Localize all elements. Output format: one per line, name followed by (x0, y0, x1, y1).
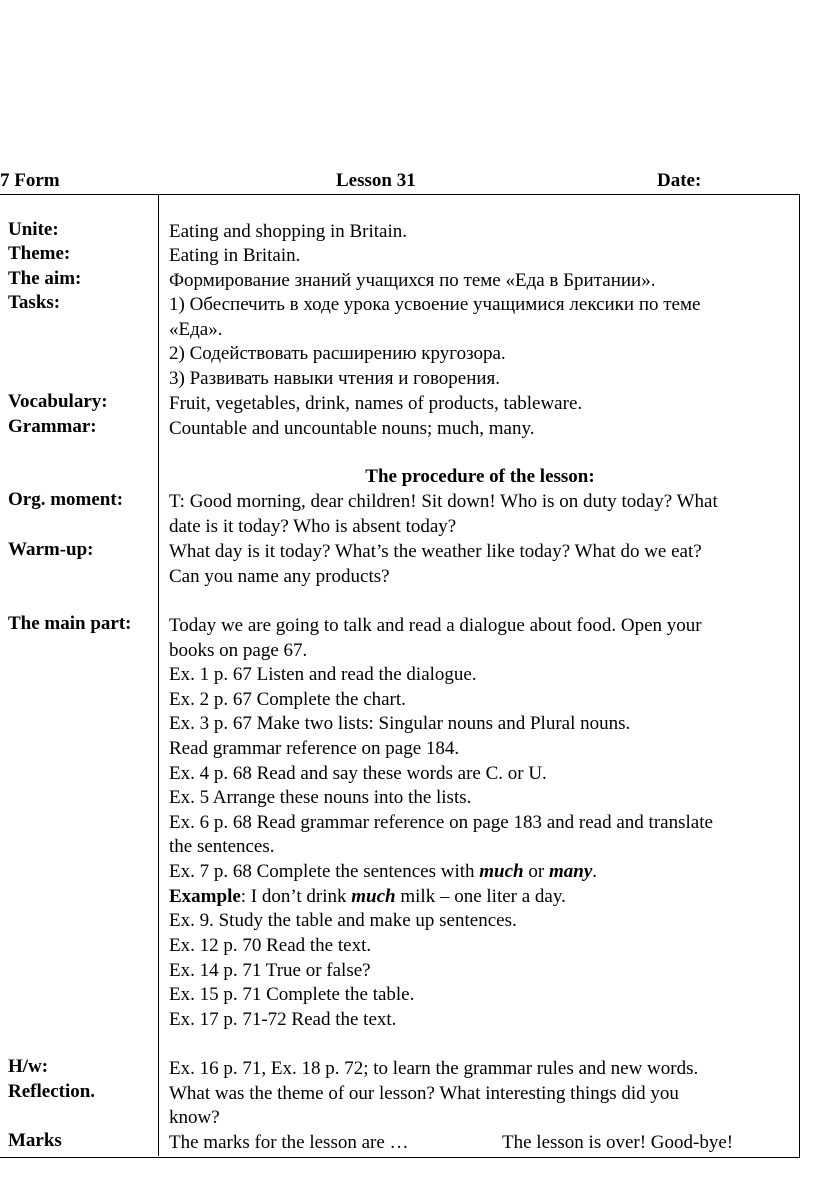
exercise-6-line-2: the sentences. (169, 836, 275, 857)
label-aim: The aim: (8, 268, 82, 289)
exercise-5: Ex. 5 Arrange these nouns into the lists. (169, 787, 472, 808)
label-grammar: Grammar: (8, 416, 97, 437)
date-label: Date: (657, 170, 702, 191)
keyword-much: much (479, 861, 524, 882)
column-divider (158, 194, 159, 1156)
example-keyword-much: much (351, 886, 396, 907)
exercise-3: Ex. 3 p. 67 Make two lists: Singular nouns and Plural nouns. (169, 713, 631, 734)
exercise-7-end: . (592, 861, 597, 882)
grammar-reference: Read grammar reference on page 184. (169, 738, 460, 759)
exercise-7-text: Ex. 7 p. 68 Complete the sentences with (169, 861, 480, 882)
label-reflection: Reflection. (8, 1081, 96, 1102)
exercise-2: Ex. 2 p. 67 Complete the chart. (169, 689, 406, 710)
label-marks: Marks (8, 1130, 62, 1151)
theme-text: Eating in Britain. (169, 245, 301, 266)
goodbye-text: The lesson is over! Good-bye! (502, 1132, 734, 1153)
example-text-post: milk – one liter a day. (395, 886, 566, 907)
unite-text: Eating and shopping in Britain. (169, 221, 408, 242)
org-moment-line-2: date is it today? Who is absent today? (169, 516, 457, 537)
main-part-line-1: Today we are going to talk and read a dialogue about food. Open your (169, 615, 702, 636)
exercise-9: Ex. 9. Study the table and make up sentences. (169, 910, 517, 931)
aim-text: Формирование знаний учащихся по теме «Еда в Британии». (169, 270, 656, 291)
grammar-text: Countable and uncountable nouns; much, many. (169, 418, 535, 439)
exercise-1: Ex. 1 p. 67 Listen and read the dialogue. (169, 664, 477, 685)
form-label: 7 Form (0, 170, 60, 191)
main-part-line-2: books on page 67. (169, 640, 308, 661)
label-unite: Unite: (8, 219, 59, 240)
example-line (169, 885, 566, 910)
label-main-part: The main part: (8, 613, 132, 634)
label-org-moment: Org. moment: (8, 489, 124, 510)
label-vocabulary: Vocabulary: (8, 391, 108, 412)
task-1-line-1: 1) Обеспечить в ходе урока усвоение учащимися лексики по теме (169, 294, 701, 315)
procedure-title: The procedure of the lesson: (365, 466, 595, 487)
label-hw: H/w: (8, 1056, 49, 1077)
task-3: 3) Развивать навыки чтения и говорения. (169, 368, 501, 389)
vocabulary-text: Fruit, vegetables, drink, names of products, tableware. (169, 393, 583, 414)
reflection-line-1: What was the theme of our lesson? What interesting things did you (169, 1083, 679, 1104)
exercise-7 (169, 860, 597, 885)
exercise-6-line-1: Ex. 6 p. 68 Read grammar reference on page 183 and read and translate (169, 812, 713, 833)
org-moment-line-1: T: Good morning, dear children! Sit down! Who is on duty today? What (169, 491, 718, 512)
warm-up-line-2: Can you name any products? (169, 566, 390, 587)
exercise-4: Ex. 4 p. 68 Read and say these words are C. or U. (169, 763, 547, 784)
homework-text: Ex. 16 p. 71, Ex. 18 p. 72; to learn the grammar rules and new words. (169, 1058, 699, 1079)
exercise-17: Ex. 17 p. 71-72 Read the text. (169, 1009, 397, 1030)
label-tasks: Tasks: (8, 292, 61, 313)
example-text-pre: : I don’t drink (240, 886, 352, 907)
task-2: 2) Содействовать расширению кругозора. (169, 343, 506, 364)
keyword-many: many (548, 861, 593, 882)
reflection-line-2: know? (169, 1107, 220, 1128)
exercise-14: Ex. 14 p. 71 True or false? (169, 960, 371, 981)
marks-text: The marks for the lesson are … (169, 1132, 409, 1153)
exercise-7-or: or (523, 861, 549, 882)
lesson-number: Lesson 31 (336, 170, 416, 191)
example-label: Example (169, 886, 241, 907)
exercise-15: Ex. 15 p. 71 Complete the table. (169, 984, 415, 1005)
label-theme: Theme: (8, 243, 71, 264)
task-1-line-2: «Еда». (169, 319, 223, 340)
label-warm-up: Warm-up: (8, 539, 94, 560)
warm-up-line-1: What day is it today? What’s the weather like today? What do we eat? (169, 541, 702, 562)
exercise-12: Ex. 12 p. 70 Read the text. (169, 935, 372, 956)
